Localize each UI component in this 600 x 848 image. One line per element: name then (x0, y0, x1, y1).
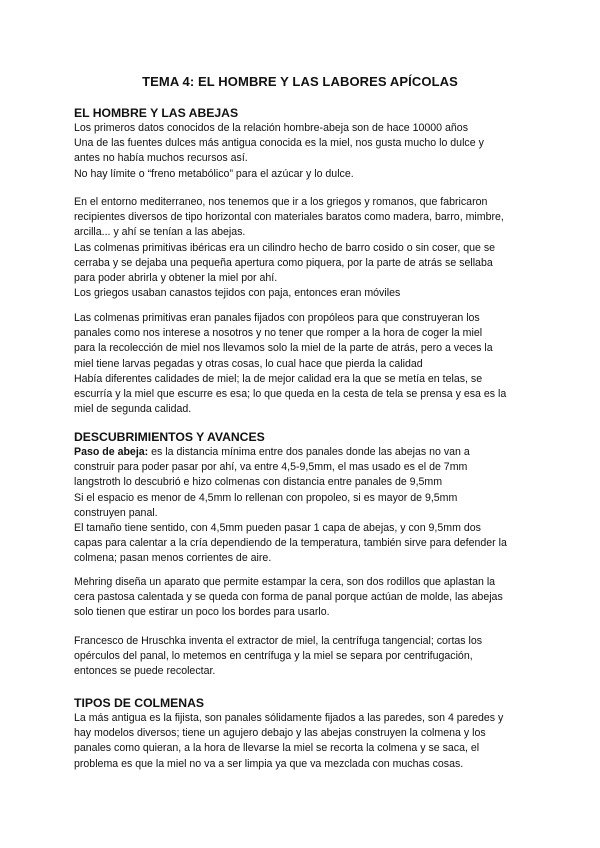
text-line: En el entorno mediterraneo, nos tenemos que ir a los griegos y romanos, que fabricaron (74, 196, 488, 208)
text-line: construyen panal. (74, 506, 158, 519)
paragraph (74, 711, 534, 772)
text-line: cera pastosa calentada y se queda con forma de panal porque actúan de molde, las abejas (74, 591, 503, 604)
text-line: Había diferentes calidades de miel; la de mejor calidad era la que se metía en telas, se (74, 372, 483, 385)
paragraph (74, 445, 534, 567)
text-line: panales como nos interese a nosotros y no tener que romper a la hora de coger la miel (74, 327, 483, 340)
document-title: TEMA 4: EL HOMBRE Y LAS LABORES APÍCOLAS (142, 74, 458, 89)
text-line: para poder abrirla y obtener la miel por ahí. (74, 272, 278, 285)
text-line: No hay límite o “freno metabólico” para el azúcar y lo dulce. (74, 167, 354, 180)
text-fragment: es la distancia mínima entre dos panales donde las abejas no van a (148, 446, 470, 458)
text-line: hay modelos diversos; tiene un agujero debajo y las abejas construyen la colmena y los (74, 727, 486, 740)
paragraph (74, 195, 534, 301)
paragraph (74, 121, 534, 182)
text-line: construir para poder pasar por ahí, va entre 4,5-9,5mm, el mas usado es el de 7mm (74, 461, 468, 474)
paragraph (74, 311, 534, 417)
text-line: arcilla... y ahí se tenían a las abejas. (74, 226, 246, 239)
text-line: Los primeros datos conocidos de la relación hombre-abeja son de hace 10000 años (74, 122, 468, 134)
section-heading-descubrimientos: DESCUBRIMIENTOS Y AVANCES (74, 430, 265, 444)
paragraph (74, 634, 534, 680)
text-line: recipientes diversos de tipo horizontal con materiales baratos como madera, barro, mimbre, (74, 211, 504, 224)
text-line (74, 445, 534, 460)
text-line: panales como quieran, a la hora de llevarse la miel se recorta la colmena y se saca, el (74, 742, 480, 755)
term-paso-de-abeja: Paso de abeja: (74, 446, 149, 458)
text-line: langstroth lo descubrió e hizo colmenas con distancia entre panales de 9,5mm (74, 476, 443, 489)
text-line: miel tiene larvas pegadas y otras cosas, lo cual hace que pierda la calidad (74, 357, 423, 370)
text-line: Mehring diseña un aparato que permite estampar la cera, son dos rodillos que aplastan la (74, 576, 496, 588)
text-line: capas para calentar a la cría dependiendo de la temperatura, también sirve para defender la (74, 537, 507, 550)
text-line: Si el espacio es menor de 4,5mm lo rellenan con propoleo, si es mayor de 9,5mm (74, 491, 458, 504)
text-line: Una de las fuentes dulces más antigua conocida es la miel, nos gusta mucho lo dulce y (74, 137, 484, 150)
text-line: antes no había muchos recursos así. (74, 152, 248, 165)
text-line: solo tienen que estirar un poco los bordes para usarlo. (74, 606, 330, 619)
text-line: El tamaño tiene sentido, con 4,5mm pueden pasar 1 capa de abejas, y con 9,5mm dos (74, 522, 481, 535)
text-line: escurría y la miel que escurre es esa; lo que queda en la cesta de tela se prensa y esa es la (74, 388, 507, 401)
paragraph (74, 575, 534, 621)
text-line: miel de segunda calidad. (74, 403, 192, 416)
text-line: para la recolección de miel nos llevamos solo la miel de la parte de atrás, pero a veces la (74, 342, 493, 355)
text-line: cerraba y se dejaba una pequeña apertura como piquera, por la parte de atrás se sellaba (74, 256, 493, 269)
text-line: opérculos del panal, lo metemos en centrífuga y la miel se separa por centrifugación, (74, 650, 473, 663)
text-line: problema es que la miel no va a ser limpia ya que va mezclada con muchas cosas. (74, 757, 464, 770)
text-line: Las colmenas primitivas ibéricas era un cilindro hecho de barro cosido o sin coser, que se (74, 241, 496, 254)
section-heading-hombre-abejas: EL HOMBRE Y LAS ABEJAS (74, 106, 239, 120)
text-line: Francesco de Hruschka inventa el extractor de miel, la centrífuga tangencial; cortas los (74, 635, 483, 647)
text-line: Las colmenas primitivas eran panales fijados con propóleos para que construyeran los (74, 312, 480, 324)
section-heading-tipos-colmenas: TIPOS DE COLMENAS (74, 696, 205, 710)
text-line: entonces se puede recolectar. (74, 665, 216, 678)
text-line: Los griegos usaban canastos tejidos con paja, entonces eran móviles (74, 287, 401, 300)
text-line: colmena; pasan menos corrientes de aire. (74, 552, 272, 565)
text-line: La más antigua es la fijista, son panales sólidamente fijados a las paredes, son 4 paredes y (74, 712, 504, 724)
